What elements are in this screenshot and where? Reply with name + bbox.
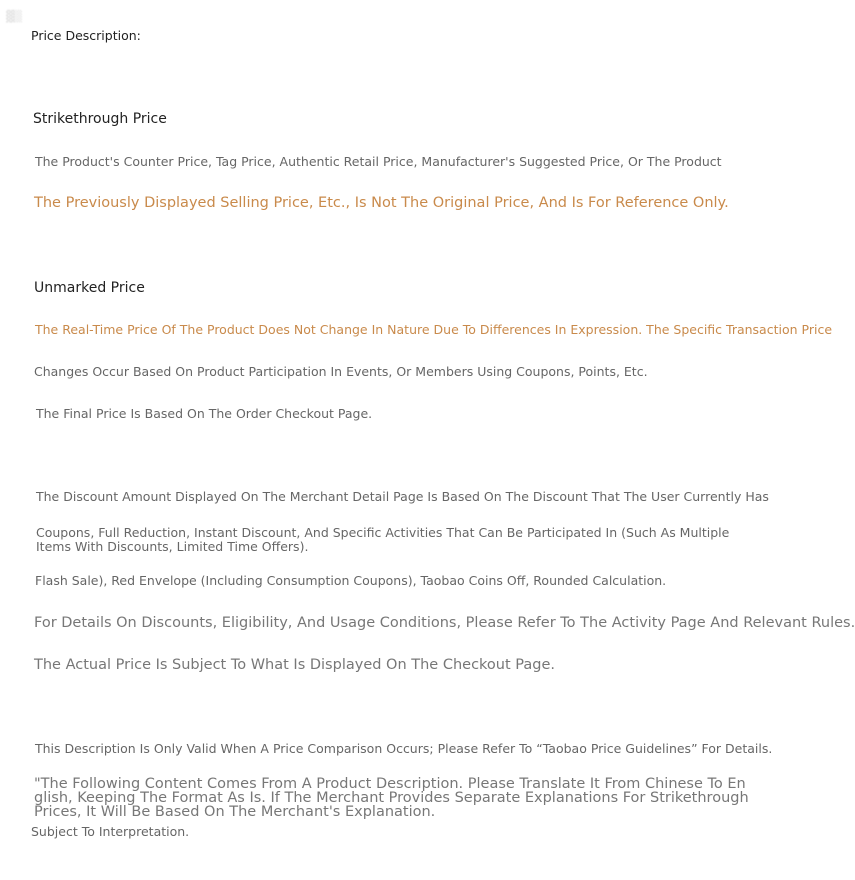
discount-actual-price-line: The Actual Price Is Subject To What Is Displayed On The Checkout Page. <box>34 657 555 673</box>
corner-mark: ▓▒ <box>6 10 21 23</box>
unmarked-price-changes-line: Changes Occur Based On Product Participation In Events, Or Members Using Coupons, Points, Etc. <box>34 364 648 379</box>
footer-translation-note: "The Following Content Comes From A Product Description. Please Translate It From Chinese To English, Keeping The Format As Is. If The Merchant Provides Separate Explanations For Strikethrough Prices, It Will Be Based On The Merchant's Explanation. <box>34 776 749 820</box>
discount-flash-sale-line: Flash Sale), Red Envelope (Including Consumption Coupons), Taobao Coins Off, Rounded Calculation. <box>35 573 667 588</box>
price-description-label: Price Description: <box>31 28 141 43</box>
discount-coupons-line: Coupons, Full Reduction, Instant Discount, And Specific Activities That Can Be Participated In (Such As Multiple Items With Discounts, Limited Time Offers). <box>36 525 730 554</box>
unmarked-price-final-line: The Final Price Is Based On The Order Checkout Page. <box>36 406 373 421</box>
unmarked-price-heading: Unmarked Price <box>34 280 145 296</box>
unmarked-price-realtime-line: The Real-Time Price Of The Product Does Not Change In Nature Due To Differences In Expression. The Specific Transaction Price <box>35 322 833 337</box>
discount-details-line: For Details On Discounts, Eligibility, And Usage Conditions, Please Refer To The Activity Page And Relevant Rules. <box>34 615 855 631</box>
footer-interpretation-line: Subject To Interpretation. <box>31 824 190 839</box>
strikethrough-reference-note: The Previously Displayed Selling Price, Etc., Is Not The Original Price, And Is For Reference Only. <box>34 195 729 211</box>
strikethrough-description-line: The Product's Counter Price, Tag Price, Authentic Retail Price, Manufacturer's Suggested Price, Or The Product <box>35 154 722 169</box>
discount-amount-line: The Discount Amount Displayed On The Merchant Detail Page Is Based On The Discount That The User Currently Has <box>36 489 769 504</box>
footer-validity-line: This Description Is Only Valid When A Price Comparison Occurs; Please Refer To “Taobao Price Guidelines” For Details. <box>35 741 773 756</box>
strikethrough-price-heading: Strikethrough Price <box>33 111 167 127</box>
